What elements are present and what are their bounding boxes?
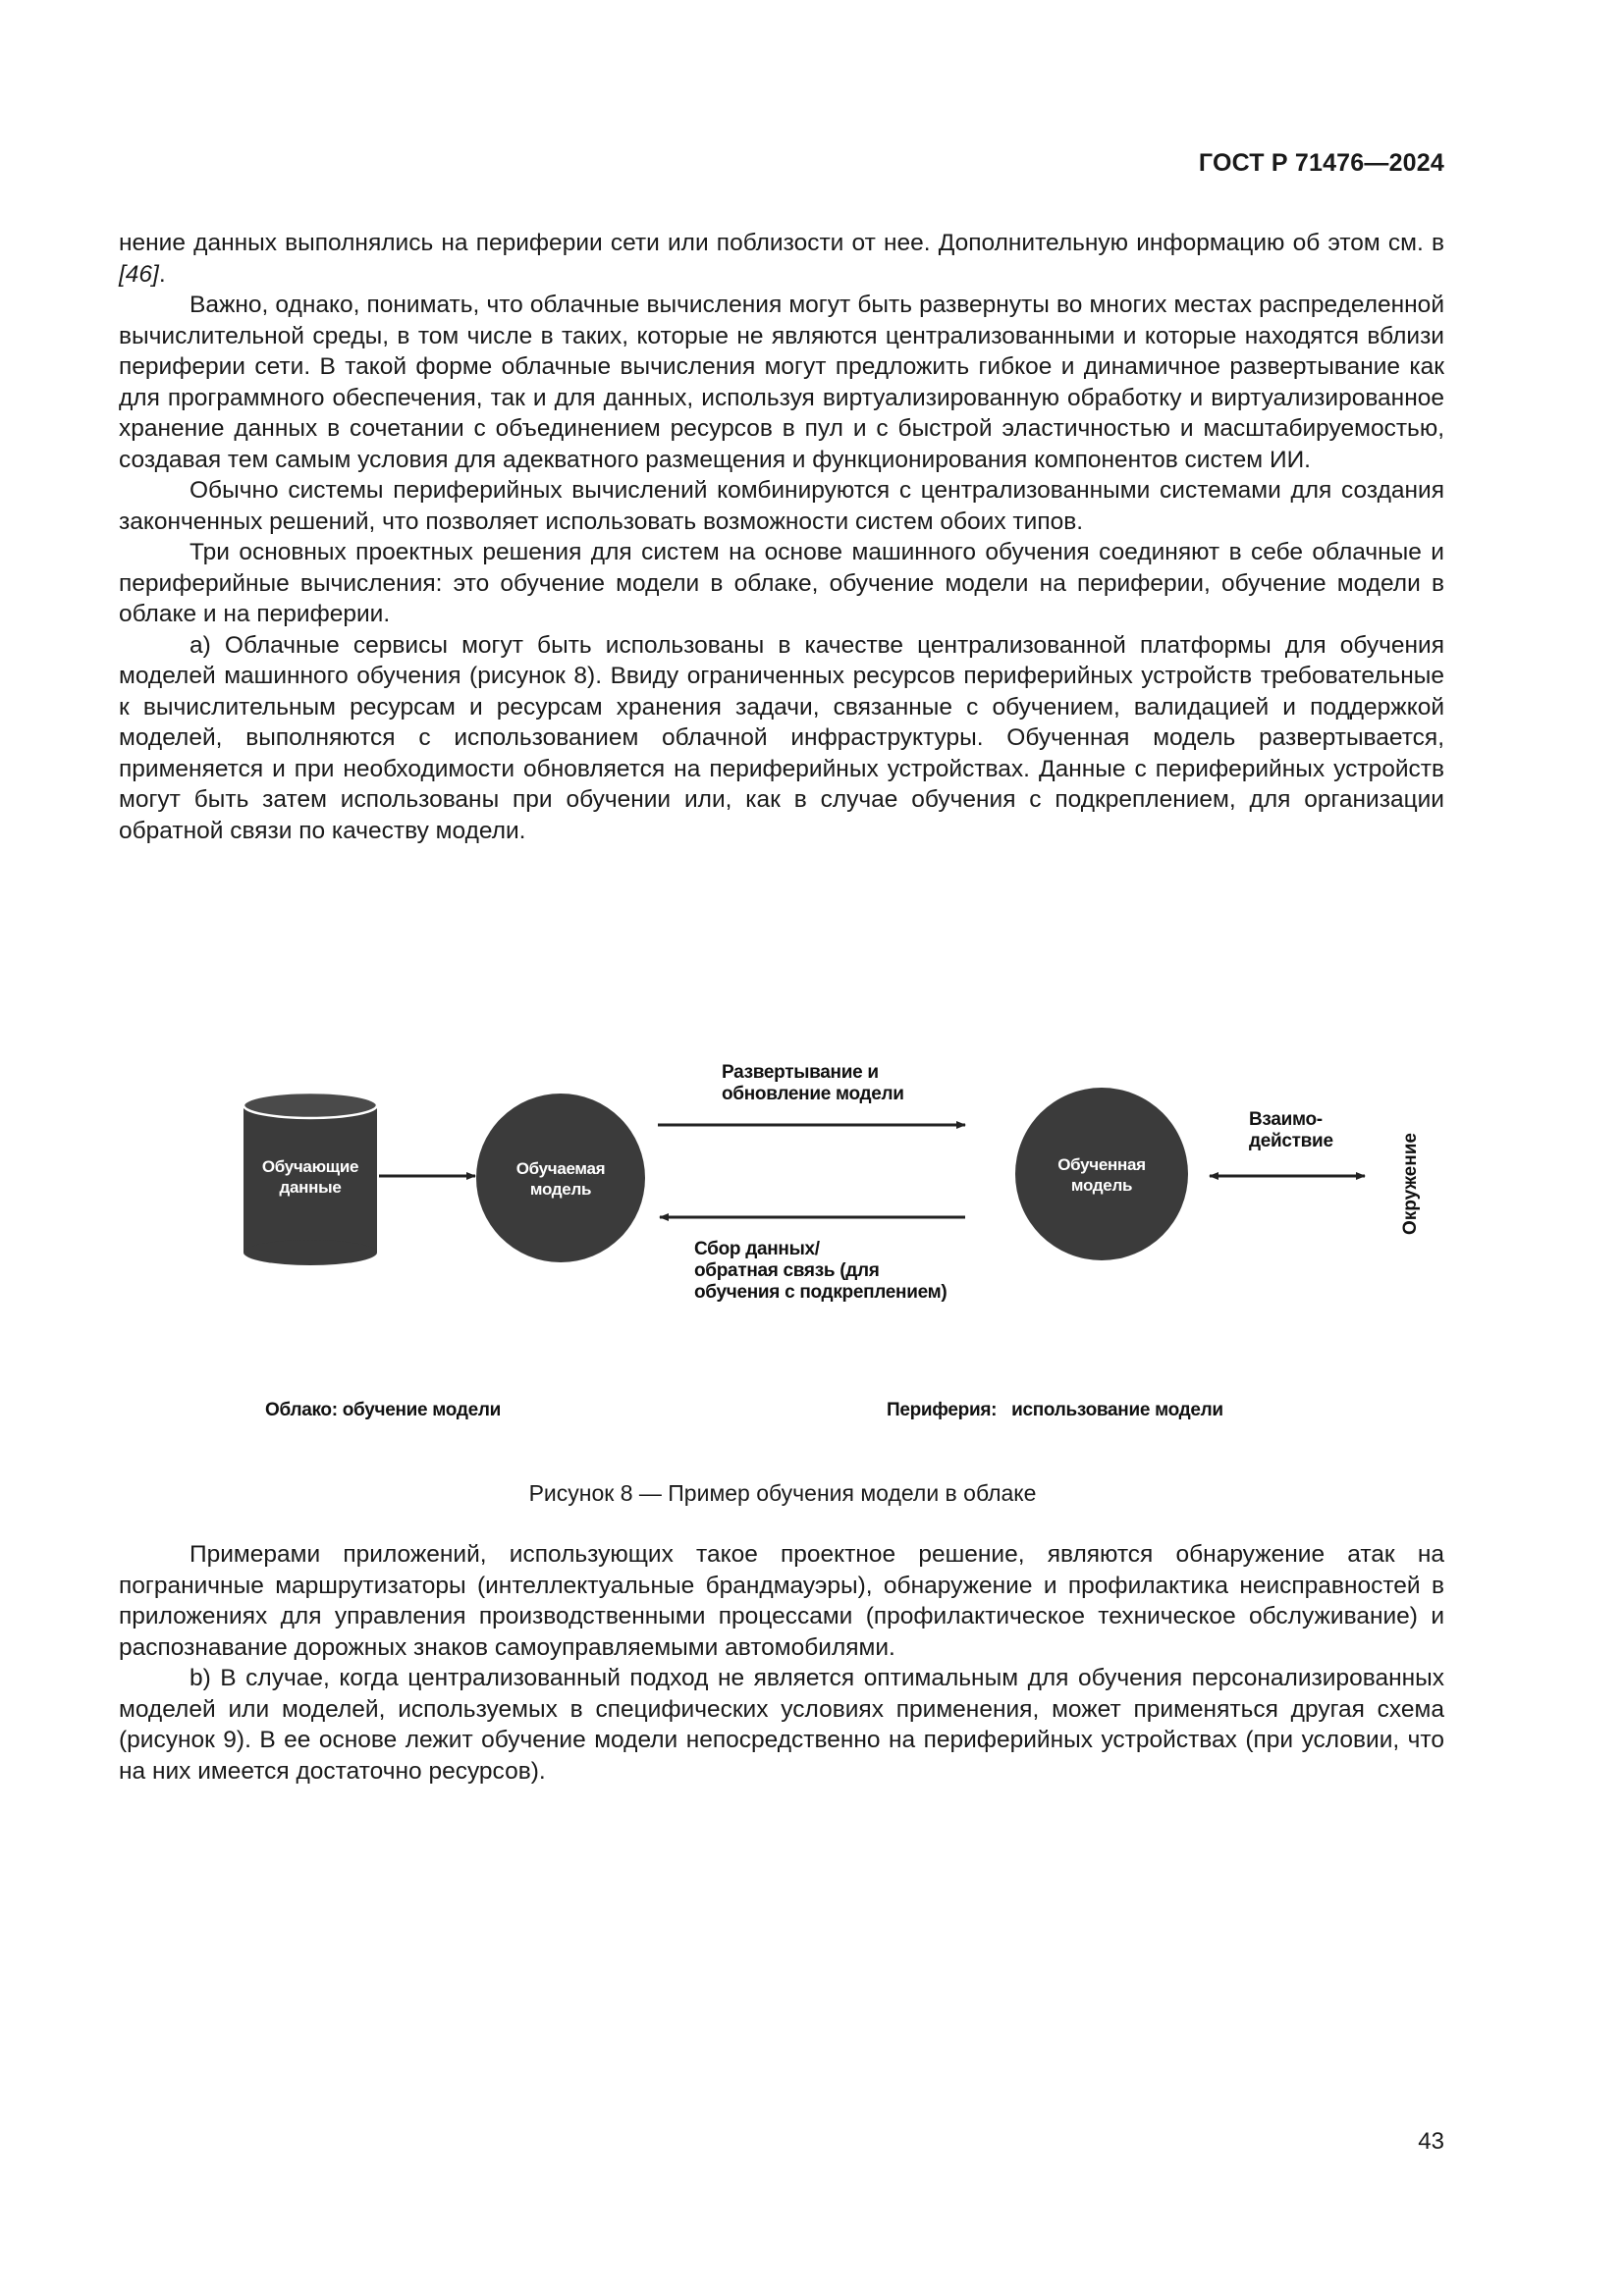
body-text-top bbox=[119, 228, 1444, 846]
figure-caption: Рисунок 8 — Пример обучения модели в облаке bbox=[528, 1480, 1037, 1506]
deploy-label-line: обновление модели bbox=[722, 1084, 904, 1104]
paragraph: а) Облачные сервисы могут быть использованы в качестве централизованной платформы для обучения моделей машинного обучения (рисунок 8). Ввиду ограниченных ресурсов периферийных устройств требовательные к вычислительным ресурсам и ресурсам хранения задачи, связанные с обучением, валидацией и поддержкой моделей, выполняются с использованием облачной инфраструктуры. Обученная модель развертывается, применяется и при необходимости обновляется на периферийных устройствах. Данные с периферийных устройств могут быть затем использованы при обучении или, как в случае обучения с подкреплением, для организации обратной связи по качеству модели. bbox=[119, 631, 1444, 844]
deploy-label-line: Развертывание и bbox=[722, 1062, 879, 1083]
feedback-label-line: обратная связь (для bbox=[694, 1260, 880, 1281]
interaction-label-line: действие bbox=[1249, 1131, 1333, 1151]
paragraph bbox=[119, 228, 1444, 290]
environment-label: Окружение bbox=[1400, 1133, 1421, 1235]
body-text-bottom bbox=[119, 1539, 1444, 1787]
feedback-label bbox=[694, 1239, 947, 1304]
paragraph: b) В случае, когда централизованный подход не является оптимальным для обучения персонализированных моделей или моделей, используемых в специфических условиях применения, может применяться другая схема (рисунок 9). В ее основе лежит обучение модели непосредственно на периферийных устройствах (при условии, что на них имеется достаточно ресурсов). bbox=[119, 1665, 1444, 1785]
paragraph: Важно, однако, понимать, что облачные вычисления могут быть развернуты во многих местах распределенной вычислительной среды, в том числе в таких, которые не являются централизованными и которые находятся вблизи периферии сети. В такой форме облачные вычисления могут предложить гибкое и динамичное развертывание как для программного обеспечения, так и для данных, используя виртуализированную обработку и виртуализированное хранение данных в сочетании с объединением ресурсов в пул и с быстрой эластичностью и масштабируемостью, создавая тем самым условия для адекватного размещения и функционирования компонентов систем ИИ. bbox=[119, 292, 1444, 473]
page-number: 43 bbox=[1418, 2128, 1444, 2155]
feedback-label-line: обучения с подкреплением) bbox=[694, 1282, 947, 1303]
paragraph: Обычно системы периферийных вычислений комбинируются с централизованными системами для создания законченных решений, что позволяет использовать возможности систем обоих типов. bbox=[119, 477, 1444, 535]
training-data-label: Обучающие данные bbox=[261, 1157, 359, 1197]
trained-model-label: Обученная модель bbox=[1057, 1155, 1146, 1195]
feedback-label-line: Сбор данных/ bbox=[694, 1239, 820, 1259]
paragraph-end: . bbox=[158, 260, 166, 288]
paragraph-text: нение данных выполнялись на периферии сети или поблизости от нее. Дополнительную информацию об этом см. в bbox=[119, 230, 1444, 256]
paragraph: Примерами приложений, использующих такое проектное решение, являются обнаружение атак на пограничные маршрутизаторы (интеллектуальные брандмауэры), обнаружение и профилактика неисправностей в приложениях для управления производственными процессами (профилактическое техническое обслуживание) и распознавание дорожных знаков самоуправляемыми автомобилями. bbox=[119, 1541, 1444, 1661]
reference-link: [46] bbox=[119, 260, 159, 288]
interaction-label-line: Взаимо- bbox=[1249, 1109, 1323, 1130]
training-model-label: Обучаемая модель bbox=[515, 1159, 606, 1199]
cloud-zone-label: Облако: обучение модели bbox=[265, 1400, 502, 1420]
figure-8-diagram bbox=[226, 1050, 1434, 1443]
paragraph: Три основных проектных решения для систем на основе машинного обучения соединяют в себе облачные и периферийные вычисления: это обучение модели в облаке, обучение модели на периферии, обучение модели в облаке и на периферии. bbox=[119, 539, 1444, 627]
edge-zone-label: Периферия: использование модели bbox=[887, 1400, 1223, 1420]
deploy-label bbox=[722, 1062, 904, 1105]
interaction-label bbox=[1249, 1109, 1333, 1152]
document-id-header: ГОСТ Р 71476—2024 bbox=[1198, 149, 1444, 177]
